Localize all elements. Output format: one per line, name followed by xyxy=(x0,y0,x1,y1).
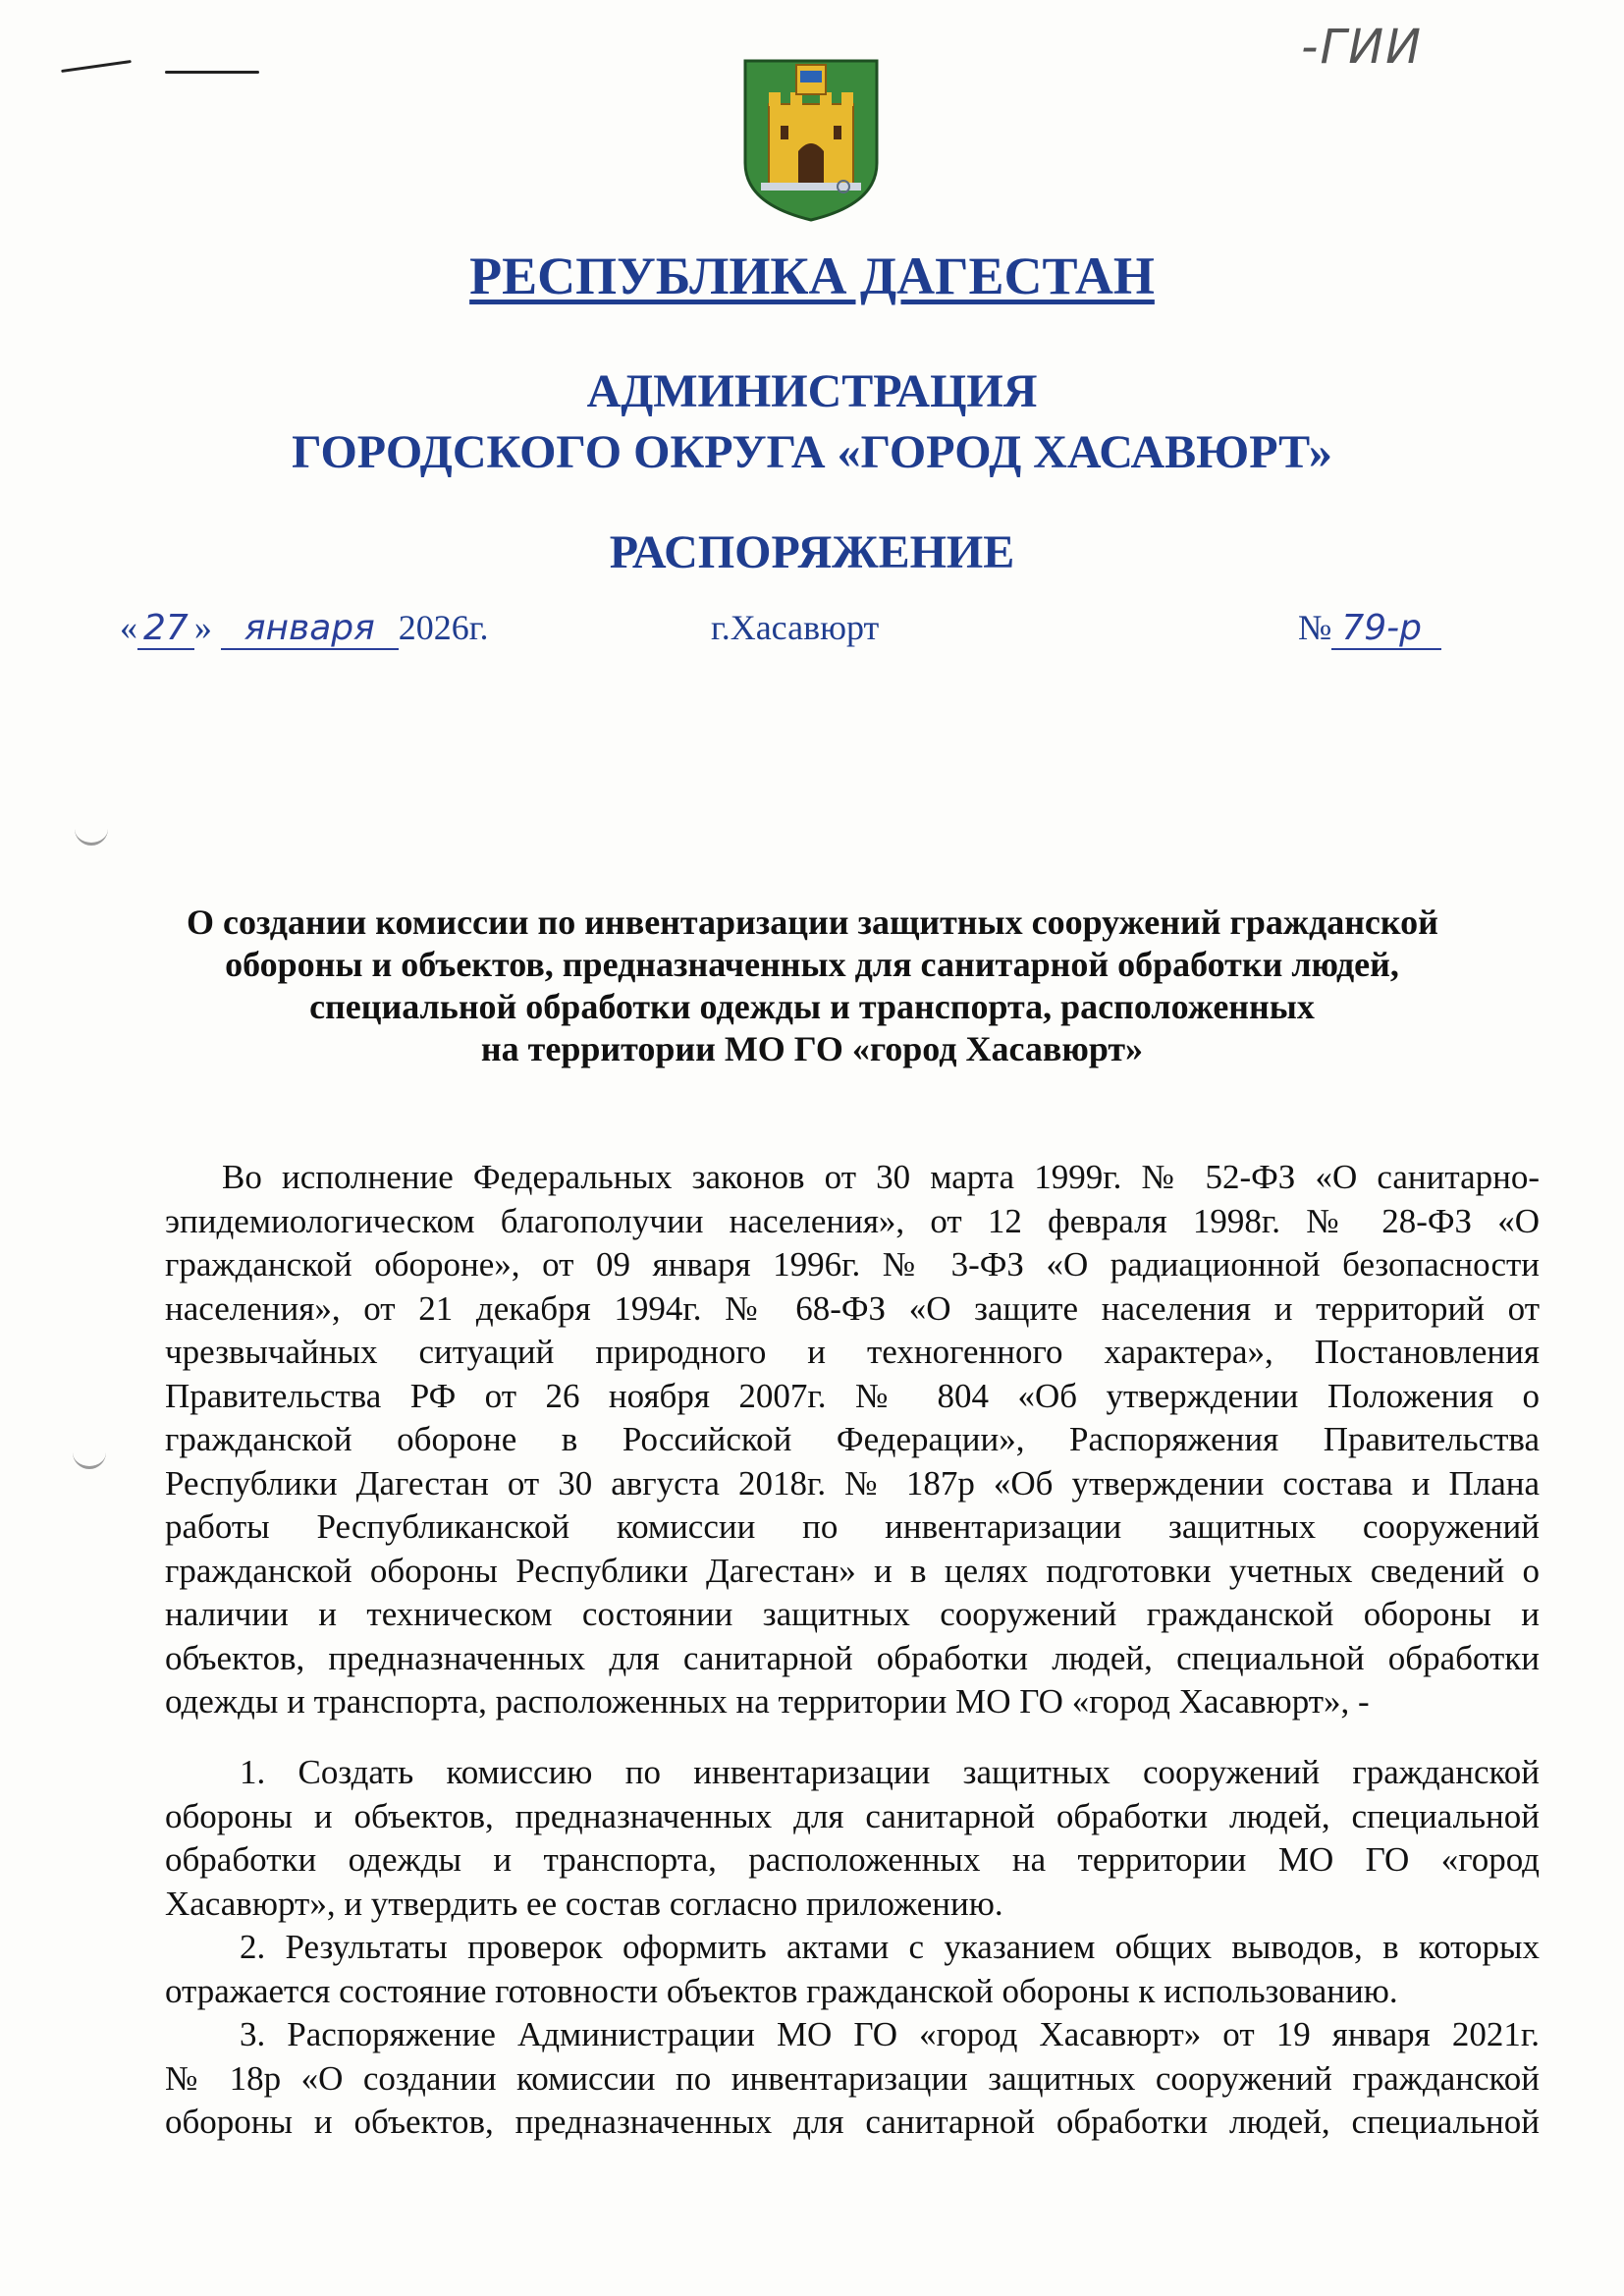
number-label: № xyxy=(1298,608,1332,647)
subject-line: О создании комиссии по инвентаризации защитных сооружений гражданской xyxy=(187,902,1438,942)
quote-open: « xyxy=(120,608,137,647)
text-line: гражданской обороне», от 09 января 1996г. № 3-ФЗ «О радиационной безопасности xyxy=(165,1245,1540,1284)
order-items xyxy=(165,1751,1540,2145)
item-1-line: обороны и объектов, предназначенных для санитарной обработки людей, специальной xyxy=(165,1796,1540,1835)
city-coat-of-arms-icon xyxy=(741,57,881,224)
text-line: эпидемиологическом благополучии населения», от 12 февраля 1998г. № 28-ФЗ «О xyxy=(165,1201,1540,1240)
text-line: чрезвычайных ситуаций природного и техногенного характера», Постановления xyxy=(165,1333,1540,1371)
pen-stroke xyxy=(165,71,259,74)
hole-punch-mark xyxy=(75,825,108,846)
item-3-line: 3. Распоряжение Администрации МО ГО «город Хасавюрт» от 19 января 2021г. xyxy=(240,2015,1540,2053)
year-suffix: г. xyxy=(468,608,489,647)
handwritten-number: 79-р xyxy=(1331,608,1441,650)
text-line: объектов, предназначенных для санитарной обработки людей, специальной обработки xyxy=(165,1638,1540,1677)
text-line: наличии и техническом состоянии защитных сооружений гражданской обороны и xyxy=(165,1595,1540,1633)
text-line: Республики Дагестан от 30 августа 2018г. № 187р «Об утверждении состава и Плана xyxy=(165,1463,1540,1503)
document-subject xyxy=(187,902,1437,1070)
item-1-line: Хасавюрт», и утвердить ее состав согласно приложению. xyxy=(165,1884,1003,1923)
text-line: Правительства РФ от 26 ноября 2007г. № 804 «Об утверждении Положения о xyxy=(165,1376,1540,1415)
handwritten-corner-note: -ГИИ xyxy=(1301,20,1423,75)
document-type-title: РАСПОРЯЖЕНИЕ xyxy=(609,526,1015,578)
handwritten-month: января xyxy=(221,608,399,650)
text-line: одежды и транспорта, расположенных на территории МО ГО «город Хасавюрт», - xyxy=(165,1682,1370,1721)
year-value: 2026 xyxy=(398,608,469,647)
item-1-line: 1. Создать комиссию по инвентаризации защитных сооружений гражданской xyxy=(240,1753,1540,1791)
subject-line: на территории МО ГО «город Хасавюрт» xyxy=(480,1029,1144,1068)
item-2-line: отражается состояние готовности объектов гражданской обороны к использованию. xyxy=(165,1971,1398,2010)
item-3-line: № 18р «О создании комиссии по инвентаризации защитных сооружений гражданской xyxy=(165,2058,1540,2098)
text-line: работы Республиканской комиссии по инвентаризации защитных сооружений xyxy=(165,1507,1540,1546)
admin-line-2: ГОРОДСКОГО ОКРУГА «ГОРОД ХАСАВЮРТ» xyxy=(292,426,1332,478)
pen-stroke xyxy=(61,60,132,73)
text-line: населения», от 21 декабря 1994г. № 68-ФЗ «О защите населения и территорий от xyxy=(165,1288,1540,1328)
text-line: Во исполнение Федеральных законов от 30 марта 1999г. № 52-ФЗ «О санитарно- xyxy=(222,1158,1540,1196)
text-line: гражданской обороне в Российской Федерации», Распоряжения Правительства xyxy=(165,1420,1540,1458)
handwritten-day: 27 xyxy=(137,608,194,650)
text-line: гражданской обороны Республики Дагестан» и в целях подготовки учетных сведений о xyxy=(165,1551,1540,1590)
date-line xyxy=(120,607,1514,656)
admin-line-1: АДМИНИСТРАЦИЯ xyxy=(586,365,1038,417)
republic-heading: РЕСПУБЛИКА ДАГЕСТАН xyxy=(469,246,1155,305)
hole-punch-mark xyxy=(73,1449,106,1469)
preamble-paragraph xyxy=(165,1156,1540,1724)
subject-line: специальной обработки одежды и транспорта, расположенных xyxy=(309,987,1315,1026)
subject-line: обороны и объектов, предназначенных для санитарной обработки людей, xyxy=(225,945,1399,984)
document-number xyxy=(1298,607,1441,648)
item-1-line: обработки одежды и транспорта, расположенных на территории МО ГО «город xyxy=(165,1840,1540,1879)
date-field xyxy=(120,607,489,648)
item-3-line: обороны и объектов, предназначенных для санитарной обработки людей, специальной xyxy=(165,2103,1540,2141)
administration-heading xyxy=(0,361,1624,483)
item-2-line: 2. Результаты проверок оформить актами с указанием общих выводов, в которых xyxy=(240,1928,1540,1966)
quote-close: » xyxy=(193,608,212,647)
city-name: г.Хасавюрт xyxy=(711,608,880,647)
